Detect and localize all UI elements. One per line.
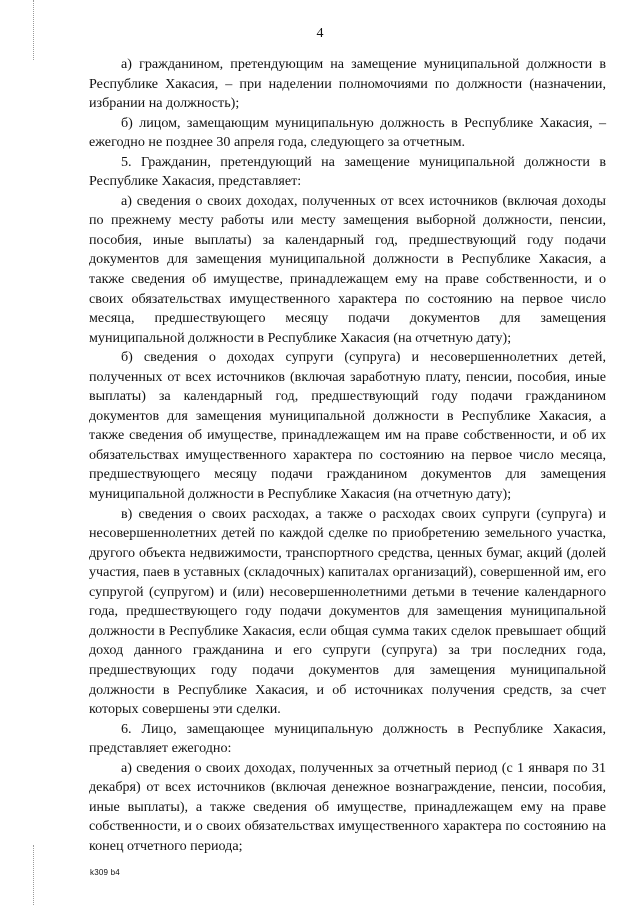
paragraph-4b: б) лицом, замещающим муниципальную должность в Республике Хакасия, – ежегодно не позднее 30 апреля года, следующего за отчетным. <box>89 114 606 151</box>
paragraph-6: 6. Лицо, замещающее муниципальную должность в Республике Хакасия, представляет ежегодно: <box>89 720 606 757</box>
paragraph-5: 5. Гражданин, претендующий на замещение муниципальной должности в Республике Хакасия, представляет: <box>89 153 606 190</box>
document-body <box>89 55 606 856</box>
paragraph-5a: а) сведения о своих доходах, полученных от всех источников (включая доходы по прежнему месту работы или месту замещения выборной должности, пенсии, пособия, иные выплаты) за календарный год, предшествующий году подачи документов для замещения муниципальной должности в Республике Хакасия, а также сведения об имуществе, принадлежащем ему на праве собственности, и о своих обязательствах имущественного характера по состоянию на первое число месяца, предшествующего месяцу подачи документов для замещения муниципальной должности в Республике Хакасия (на отчетную дату); <box>89 192 606 346</box>
paragraph-6a: а) сведения о своих доходах, полученных за отчетный период (с 1 января по 31 декабря) от всех источников (включая денежное вознаграждение, пенсии, пособия, иные выплаты), а также сведения об имуществе, принадлежащем ему на праве собственности, и о своих обязательствах имущественного характера по состоянию на конец отчетного периода; <box>89 759 606 854</box>
page-edge-line <box>33 845 35 905</box>
paragraph-5b: б) сведения о доходах супруги (супруга) и несовершеннолетних детей, полученных от всех источников (включая заработную плату, пенсии, пособия, иные выплаты) за календарный год, предшествующий году подачи гражданином документов для замещения муниципальной должности в Республике Хакасия, а также сведения об имуществе, принадлежащем им на праве собственности, и об их обязательствах имущественного характера по состоянию на первое число месяца, предшествующего месяцу подачи гражданином документов для замещения муниципальной должности в Республике Хакасия (на отчетную дату); <box>89 349 606 503</box>
paragraph-4a: а) гражданином, претендующим на замещение муниципальной должности в Республике Хакасия, – при наделении полномочиями по должности (назначении, избрании на должность); <box>89 56 606 112</box>
footer-document-code: k309 b4 <box>90 868 120 877</box>
page-number: 4 <box>316 26 324 41</box>
paragraph-5c: в) сведения о своих расходах, а также о расходах своих супруги (супруга) и несовершеннолетних детей по каждой сделке по приобретению земельного участка, другого объекта недвижимости, транспортного средства, ценных бумаг, акций (долей участия, паев в уставных (складочных) капиталах организаций), совершенной им, его супругой (супругом) и (или) несовершеннолетними детьми в течение календарного года, предшествующего году подачи документов для замещения муниципальной должности в Республике Хакасия, если общая сумма таких сделок превышает общий доход данного гражданина и его супруги (супруга) за три последних года, предшествующих году подачи документов для замещения муниципальной должности в Республике Хакасия, и об источниках получения средств, за счет которых совершены эти сделки. <box>89 505 606 718</box>
